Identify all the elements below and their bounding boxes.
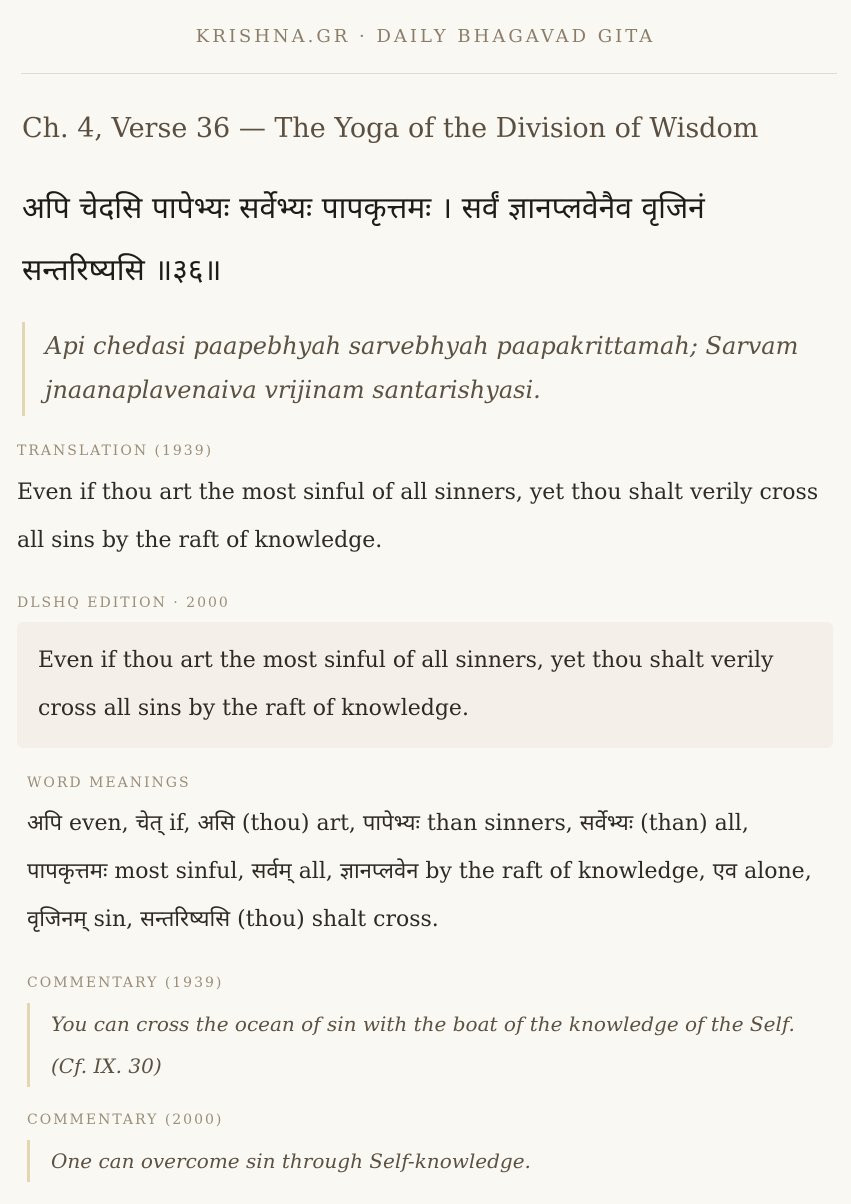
- commentary-2000-label: COMMENTARY (2000): [27, 1112, 224, 1128]
- word-meanings-label: WORD MEANINGS: [27, 775, 191, 791]
- commentary-2000-quote: [27, 1140, 822, 1182]
- transliteration-text: Api chedasi paapebhyah sarvebhyah paapakrittamah; Sarvam jnaanaplavenaiva vrijinam santarishyasi.: [45, 332, 799, 404]
- translation-1939-text: Even if thou art the most sinful of all sinners, yet thou shalt verily cross all sins by the raft of knowledge.: [17, 480, 819, 553]
- verse-title: Ch. 4, Verse 36 — The Yoga of the Division of Wisdom: [22, 113, 759, 144]
- word-meanings-text: अपि even, चेत् if, असि (thou) art, पापेभ्यः than sinners, सर्वेभ्यः (than) all, पापकृत्तमः most sinful, सर्वम् all, ज्ञानप्लवेन by the raft of knowledge, एव alone, वृजिनम् sin, सन्तरिष्यसि (thou) shalt cross.: [27, 811, 812, 932]
- sanskrit-verse: अपि चेदसि पापेभ्यः सर्वेभ्यः पापकृत्तमः । सर्वं ज्ञानप्लवेनैव वृजिनं सन्तरिष्यसि ॥३६॥: [22, 191, 705, 288]
- header-divider: [21, 73, 837, 74]
- dlshq-edition-label: DLSHQ EDITION · 2000: [17, 595, 230, 611]
- commentary-1939-quote: [27, 1003, 822, 1087]
- commentary-1939-text: You can cross the ocean of sin with the boat of the knowledge of the Self. (Cf. IX. 30): [51, 1012, 795, 1078]
- commentary-1939-label: COMMENTARY (1939): [27, 975, 224, 991]
- commentary-2000-text: One can overcome sin through Self-knowledge.: [51, 1149, 531, 1173]
- dlshq-edition-box: [17, 622, 833, 748]
- transliteration-quote: [22, 322, 812, 416]
- dlshq-edition-text: Even if thou art the most sinful of all sinners, yet thou shalt verily cross all sins by the raft of knowledge.: [38, 648, 774, 721]
- site-title[interactable]: KRISHNA.GR · DAILY BHAGAVAD GITA: [195, 26, 656, 47]
- page-header: [0, 0, 851, 75]
- translation-1939-label: TRANSLATION (1939): [17, 443, 214, 459]
